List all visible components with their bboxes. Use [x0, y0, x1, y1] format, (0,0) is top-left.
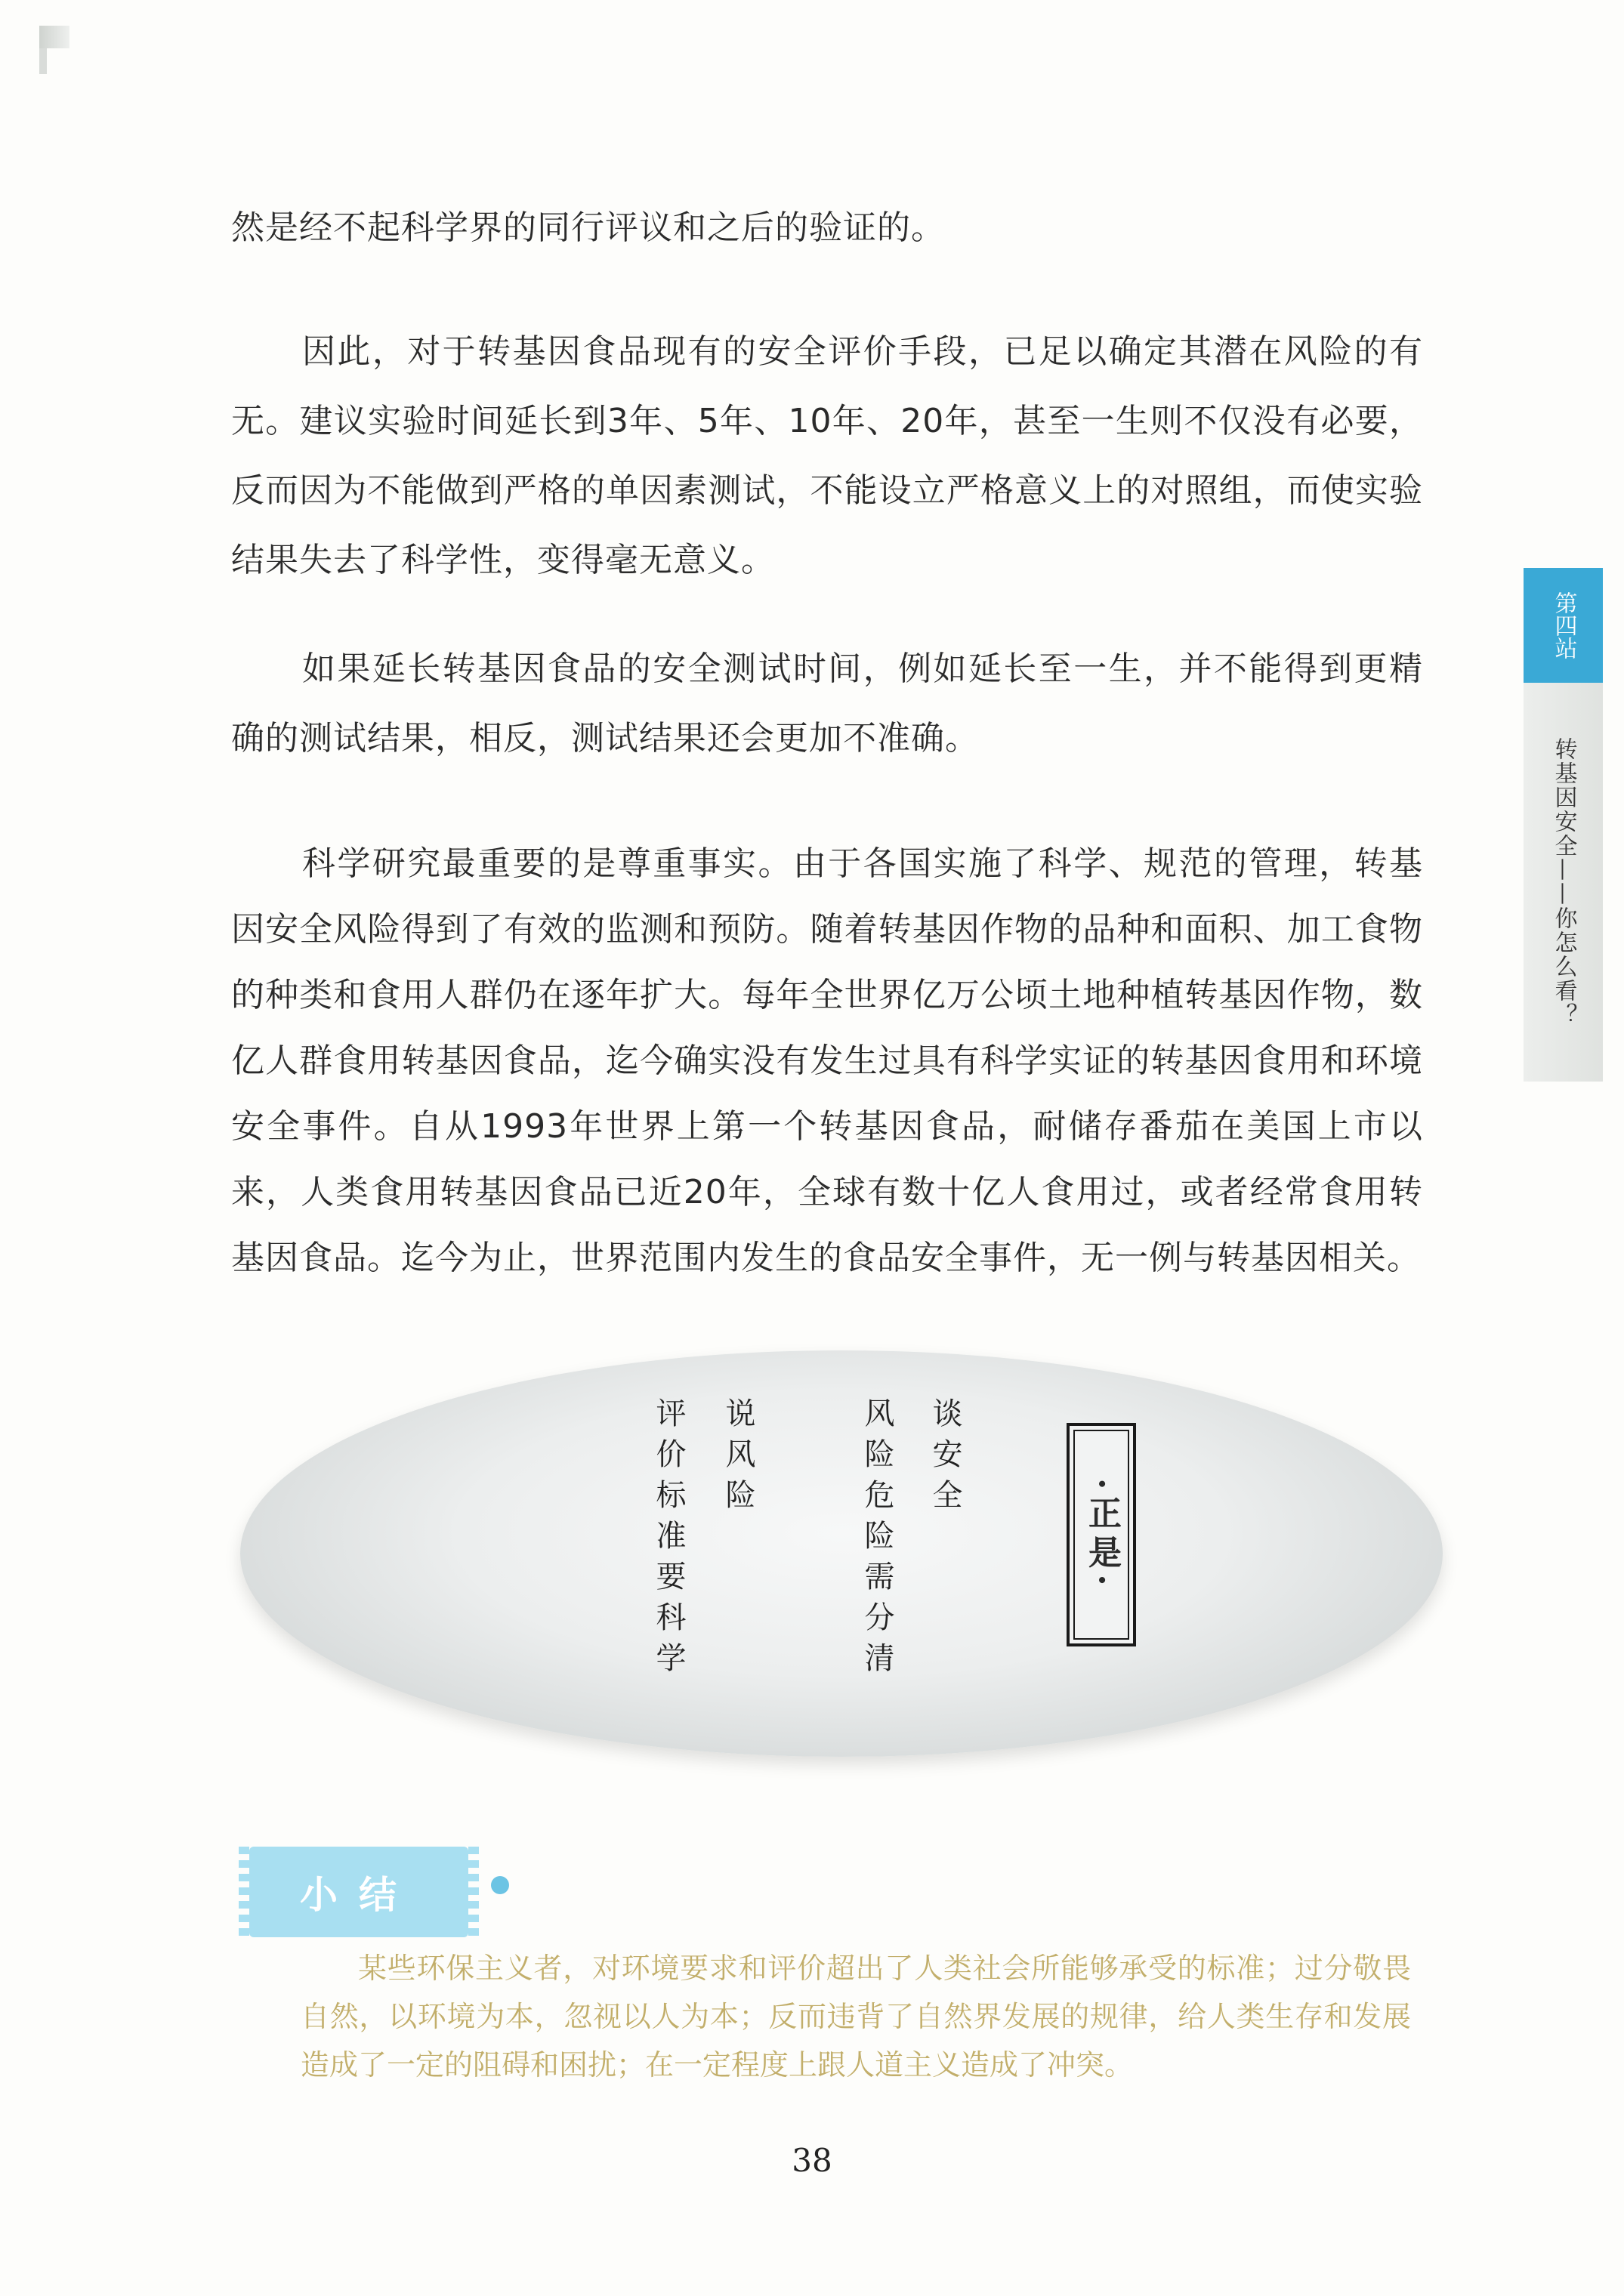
poem-label: ·正是·	[1082, 1477, 1121, 1592]
page-number: 38	[792, 2142, 832, 2179]
paragraph-text: 因此，对于转基因食品现有的安全评价手段，已足以确定其潜在风险的有无。建议实验时间延长到3年、5年、10年、20年，甚至一生则不仅没有必要，反而因为不能做到严格的单因素测试，不能设立严格意义上的对照组，而使实验结果失去了科学性，变得毫无意义。	[231, 332, 1423, 579]
summary-title: 小结	[300, 1873, 418, 1917]
scan-corner-mark	[39, 26, 69, 48]
paragraph-evaluation-means	[231, 317, 1423, 595]
summary-dot-icon	[491, 1876, 509, 1894]
summary-text: 某些环保主义者，对环境要求和评价超出了人类社会所能够承受的标准；过分敬畏自然，以环境为本，忽视以人为本；反而违背了自然界发展的规律，给人类生存和发展造成了一定的阻碍和困扰；在一定程度上跟人道主义造成了冲突。	[301, 1952, 1411, 2082]
summary-title-tag	[249, 1847, 468, 1937]
poem-line-3: 说风险	[721, 1397, 755, 1520]
paragraph-respect-facts	[231, 831, 1423, 1291]
chapter-station-label: 第四站	[1524, 568, 1603, 683]
paragraph-text: 科学研究最重要的是尊重事实。由于各国实施了科学、规范的管理，转基因安全风险得到了有效的监测和预防。随着转基因作物的品种和面积、加工食物的种类和食用人群仍在逐年扩大。每年全世界亿万公顷土地种植转基因作物，数亿人群食用转基因食品，迄今确实没有发生过具有科学实证的转基因食用和环境安全事件。自从1993年世界上第一个转基因食品，耐储存番茄在美国上市以来，人类食用转基因食品已近20年，全球有数十亿人食用过，或者经常食用转基因食品。迄今为止，世界范围内发生的食品安全事件，无一例与转基因相关。	[231, 844, 1423, 1277]
summary-body	[301, 1944, 1411, 2089]
paragraph-test-duration	[231, 634, 1423, 773]
poem-label-box	[1067, 1423, 1136, 1646]
paragraph-text: 然是经不起科学界的同行评议和之后的验证的。	[231, 208, 945, 247]
poem-line-4: 评价标准要科学	[651, 1397, 686, 1683]
paragraph-continuation	[231, 193, 1423, 263]
poem-line-1: 谈安全	[928, 1397, 962, 1520]
poem-oval-background	[240, 1350, 1443, 1757]
poem-line-2: 风险危险需分清	[860, 1397, 894, 1683]
chapter-side-tab	[1524, 568, 1603, 1082]
chapter-topic-label: 转基因安全——你怎么看？	[1524, 683, 1603, 1082]
paragraph-text: 如果延长转基因食品的安全测试时间，例如延长至一生，并不能得到更精确的测试结果，相反，测试结果还会更加不准确。	[231, 650, 1423, 758]
